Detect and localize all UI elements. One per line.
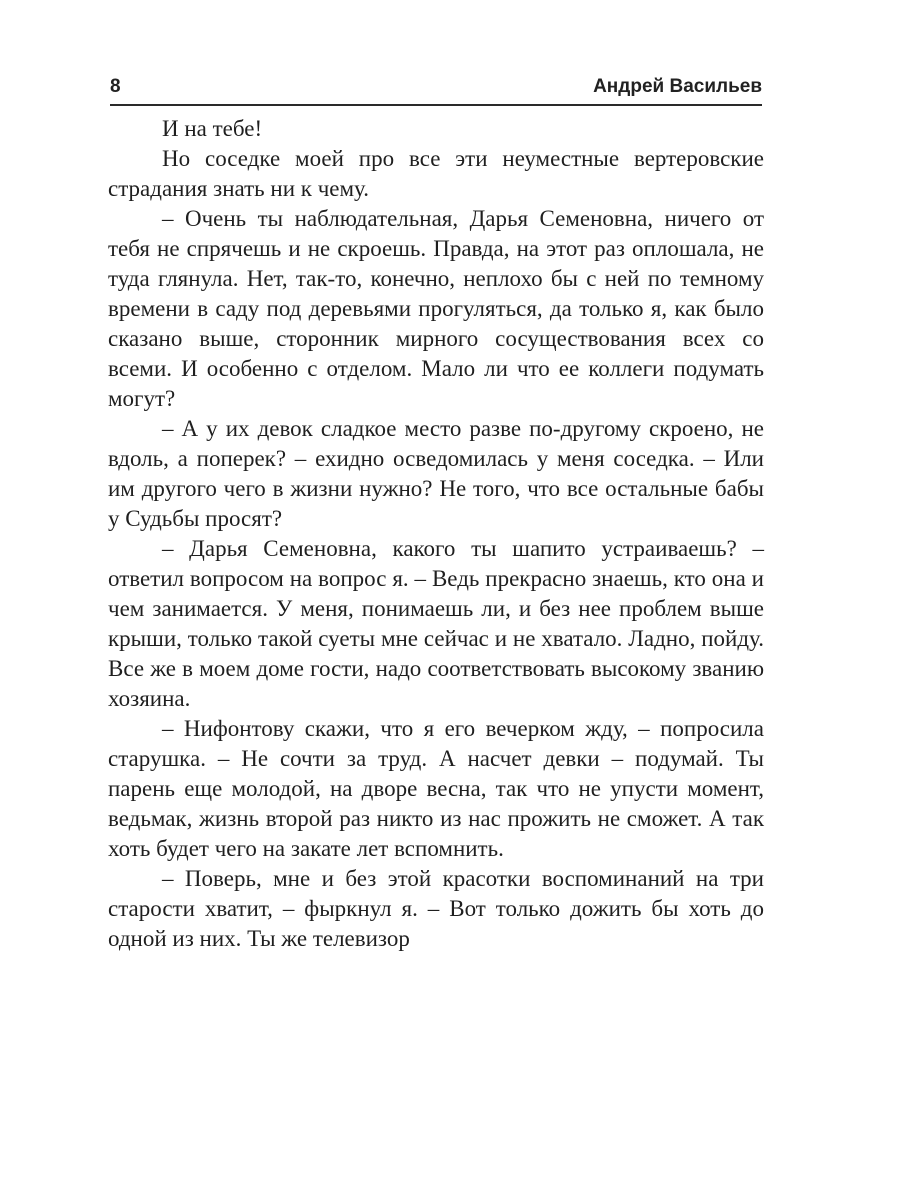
page-number: 8 [110,76,121,97]
paragraph: Но соседке моей про все эти неуместные вертеровские страдания знать ни к чему. [108,146,764,201]
header-rule [110,104,762,106]
paragraph: – А у их девок сладкое место разве по-другому скроено, не вдоль, а поперек? – ехидно осведомилась у меня соседка. – Или им другого чего в жизни нужно? Не того, что все остальные бабы у Судьбы просят? [108,416,764,531]
page-header [110,72,762,102]
body-text [108,114,764,954]
paragraph: – Нифонтову скажи, что я его вечерком жду, – попросила старушка. – Не сочти за труд. А насчет девки – подумай. Ты парень еще молодой, на дворе весна, так что не упусти момент, ведьмак, жизнь второй раз никто из нас прожить не сможет. А так хоть будет чего на закате лет вспомнить. [108,716,764,861]
paragraph: – Поверь, мне и без этой красотки воспоминаний на три старости хватит, – фыркнул я. – Вот только дожить бы хоть до одной из них. Ты же телевизор [108,866,764,951]
paragraph: – Дарья Семеновна, какого ты шапито устраиваешь? – ответил вопросом на вопрос я. – Ведь прекрасно знаешь, кто она и чем занимается. У меня, понимаешь ли, и без нее проблем выше крыши, только такой суеты мне сейчас и не хватало. Ладно, пойду. Все же в моем доме гости, надо соответствовать высокому званию хозяина. [108,536,764,711]
paragraph: И на тебе! [162,116,263,141]
running-head-author: Андрей Васильев [593,76,762,97]
paragraph: – Очень ты наблюдательная, Дарья Семеновна, ничего от тебя не спрячешь и не скроешь. Правда, на этот раз оплошала, не туда глянула. Нет, так-то, конечно, неплохо бы с ней по темному времени в саду под деревьями прогуляться, да только я, как было сказано выше, сторонник мирного сосуществования всех со всеми. И особенно с отделом. Мало ли что ее коллеги подумать могут? [108,206,764,411]
